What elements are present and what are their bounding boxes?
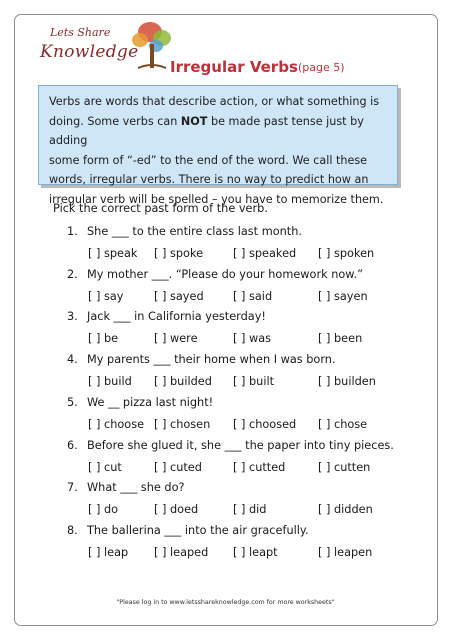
answer-option[interactable]: [ ] cutted [233,460,286,474]
footer-note: "Please log in to www.letsshareknowledge.com for more worksheets" [116,599,335,606]
question-number: 3. [67,310,78,324]
intro-line: words, irregular verbs. There is no way to predict how an [49,173,369,186]
site-logo [38,18,188,74]
answer-option[interactable]: [ ] sayed [154,289,204,303]
question-text: My mother ___. “Please do your homework now.” [87,267,363,281]
question-number: 8. [67,523,78,537]
intro-box [38,85,398,206]
answer-option[interactable]: [ ] spoke [154,247,204,260]
answer-option[interactable]: [ ] were [154,332,198,346]
question-number: 6. [67,438,78,452]
question-text: She ___ to the entire class last month. [87,225,302,238]
page-title: Irregular Verbs [170,58,298,76]
answer-option[interactable]: [ ] did [233,503,267,517]
answer-option[interactable]: [ ] builded [154,375,212,389]
answer-option[interactable]: [ ] say [88,289,124,303]
question-text: What ___ she do? [87,481,185,495]
logo-text-main: Knowledge [40,42,139,62]
intro-line: irregular verb will be spelled – you have to memorize them. [49,192,384,206]
answer-option[interactable]: [ ] speaked [233,247,297,260]
answer-option[interactable]: [ ] builden [318,375,376,389]
instructions: Pick the correct past form of the verb. [53,202,268,215]
answer-option[interactable]: [ ] be [88,332,119,346]
question-number: 1. [67,225,78,238]
question-number: 5. [67,395,78,409]
answer-option[interactable]: [ ] cut [88,460,122,474]
intro-line: some form of “-ed” to the end of the word. We call these [49,153,368,167]
answer-option[interactable]: [ ] didden [318,503,373,517]
question-text: Before she glued it, she ___ the paper into tiny pieces. [87,438,394,452]
intro-line: Verbs are words that describe action, or what something is [49,95,380,108]
answer-option[interactable]: [ ] leap [88,545,129,559]
answer-option[interactable]: [ ] build [88,375,132,389]
answer-option[interactable]: [ ] spoken [318,247,375,260]
page-number: (page 5) [298,61,345,74]
logo-text-top: Lets Share [50,26,111,39]
question-number: 7. [67,481,78,495]
answer-option[interactable]: [ ] sayen [318,289,368,303]
question-number: 4. [67,353,78,367]
answer-option[interactable]: [ ] speak [88,247,138,260]
answer-option[interactable]: [ ] chosen [154,417,211,431]
answer-option[interactable]: [ ] said [233,289,273,303]
answer-option[interactable]: [ ] leaped [154,545,209,559]
answer-option[interactable]: [ ] built [233,375,275,389]
question-number: 2. [67,267,78,281]
intro-emphasis: NOT [180,114,208,128]
answer-option[interactable]: [ ] chose [318,417,368,431]
question-text: Jack ___ in California yesterday! [87,310,266,324]
intro-line [49,112,395,151]
question-text: We __ pizza last night! [87,395,214,409]
answer-option[interactable]: [ ] been [318,332,363,346]
answer-option[interactable]: [ ] cuted [154,460,202,474]
answer-option[interactable]: [ ] choose [88,417,145,431]
question-text: My parents ___ their home when I was born. [87,353,336,367]
answer-option[interactable]: [ ] was [233,332,272,346]
answer-option[interactable]: [ ] do [88,503,119,517]
intro-text: doing. Some verbs can [49,114,181,128]
answer-option[interactable]: [ ] doed [154,503,199,517]
answer-option[interactable]: [ ] leapt [233,545,278,559]
answer-option[interactable]: [ ] leapen [318,545,373,559]
question-text: The ballerina ___ into the air gracefully. [87,523,309,537]
intro-text: be made past tense just by adding [49,114,364,147]
answer-option[interactable]: [ ] cutten [318,460,371,474]
answer-option[interactable]: [ ] choosed [233,417,297,431]
